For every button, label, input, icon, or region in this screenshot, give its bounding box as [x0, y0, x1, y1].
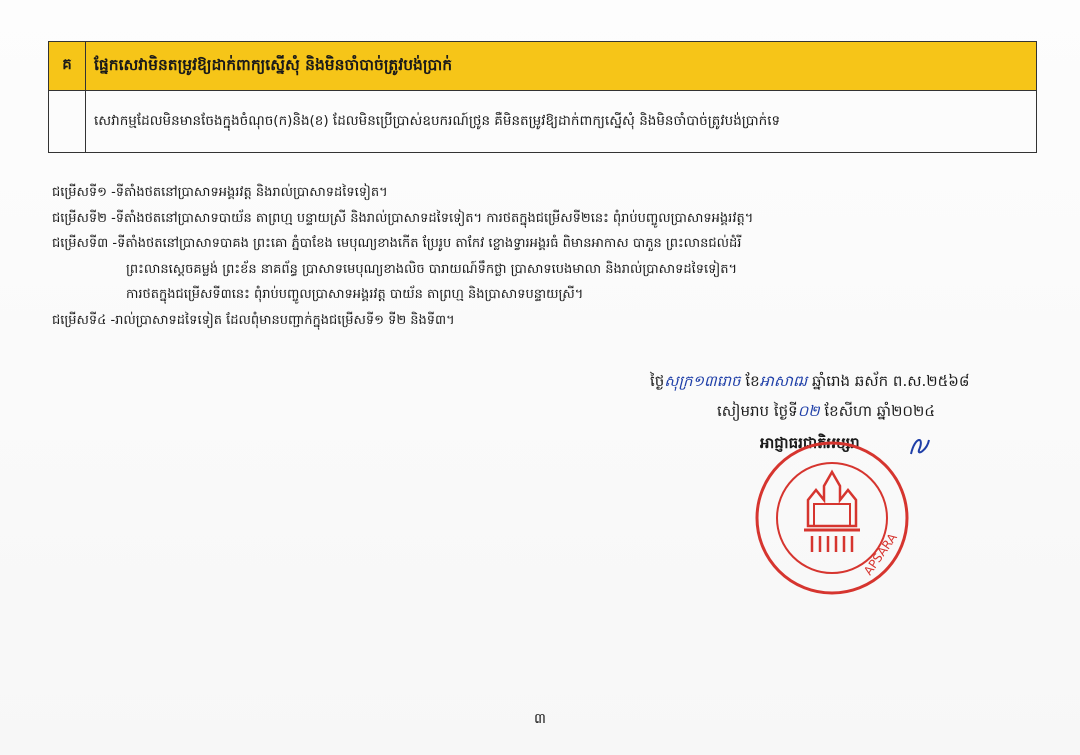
signature-mark-icon — [905, 430, 935, 460]
lunar-year: ឆ្នាំរោង ឆស័ក ព.ស.២៥៦៨ — [807, 372, 970, 390]
lunar-day-prefix: ថ្ងៃ — [650, 372, 665, 390]
section-key-cell: គ — [49, 42, 86, 90]
page-number: ៣ — [534, 711, 546, 727]
option-label: ជម្រើសទី១ - — [52, 185, 116, 200]
month-year: ខែសីហា ឆ្នាំ២០២៤ — [819, 402, 936, 420]
table-body-row — [49, 90, 1036, 152]
stamp-label: APSARA — [860, 530, 900, 578]
option-label: ជម្រើសទី២ - — [52, 210, 116, 226]
service-table — [48, 41, 1037, 153]
option-label: ជម្រើសទី៣ - — [52, 236, 118, 251]
option-1 — [52, 180, 1012, 206]
option-text: ទីតាំងថតនៅប្រាសាទបាគង ព្រះគោ ភ្នំបាខែង មេបុណ្យខាងកើត ប្រែរូប តាកែវ ខ្លោងទ្វារអង្គរធំ ពិមានអាកាស បាភួន ព្រះលានជល់ដំរី — [117, 236, 742, 251]
table-header-row — [49, 42, 1036, 90]
body-key-cell — [49, 91, 86, 152]
option-3-note: ការថតក្នុងជម្រើសទី៣នេះ ពុំរាប់បញ្ចូលប្រាសាទអង្គរវត្ត បាយ័ន តាព្រហ្ម និងប្រាសាទបន្ទាយស្រី។ — [126, 287, 584, 302]
place-date-line — [717, 402, 935, 424]
options-list — [52, 180, 1012, 333]
option-4 — [52, 308, 1012, 334]
option-3-continuation: ព្រះលានស្តេចគម្លង់ ព្រះខ័ន នាគព័ន្ធ ប្រាសាទមេបុណ្យខាងលិច បារាយណ៍ទឹកថ្លា ប្រាសាទបេងមាលា និងរាល់ប្រាសាទដទៃទៀត។ — [126, 261, 738, 277]
option-3 — [52, 231, 1012, 257]
option-text: ទីតាំងថតនៅប្រាសាទអង្គរវត្ត និងរាល់ប្រាសាទដទៃទៀត។ — [115, 185, 388, 200]
section-title: ផ្នែកសេវាមិនតម្រូវឱ្យដាក់ពាក្យស្នើសុំ និងមិនចាំបាច់ត្រូវបង់ប្រាក់ — [94, 55, 453, 74]
option-text: ទីតាំងថតនៅប្រាសាទបាយ័ន តាព្រហ្ម បន្ទាយស្រី និងរាល់ប្រាសាទដទៃទៀត។ ការថតក្នុងជម្រើសទី២នេះ ពុំរាប់បញ្ចូលប្រាសាទអង្គរវត្ត។ — [115, 210, 754, 226]
section-description: សេវាកម្មដែលមិនមានចែងក្នុងចំណុច(ក)និង(ខ) ដែលមិនប្រើប្រាស់ឧបករណ៍ថ្រូន គឺមិនតម្រូវឱ្យដាក់ពាក្យស្នើសុំ និងមិនចាំបាច់ត្រូវបង់ប្រាក់ទេ — [94, 112, 781, 129]
option-text: រាល់ប្រាសាទដទៃទៀត ដែលពុំមានបញ្ជាក់ក្នុងជម្រើសទី១ ទី២ និងទី៣។ — [115, 312, 455, 328]
lunar-month-handwritten: អាសាឍ — [759, 372, 808, 390]
official-seal-icon — [752, 438, 912, 598]
lunar-month-prefix: ខែ — [740, 372, 760, 390]
place-date-prefix: សៀមរាប ថ្ងៃទី — [717, 402, 798, 420]
lunar-day-handwritten: សុក្រ១៣រោច — [664, 372, 741, 390]
lunar-date-line — [650, 372, 970, 394]
option-2 — [52, 206, 1012, 232]
authority-name: អាជ្ញាធរជាតិអប្សរា — [760, 434, 860, 452]
day-handwritten: ០២ — [797, 402, 820, 420]
option-label: ជម្រើសទី៤ - — [52, 312, 116, 328]
